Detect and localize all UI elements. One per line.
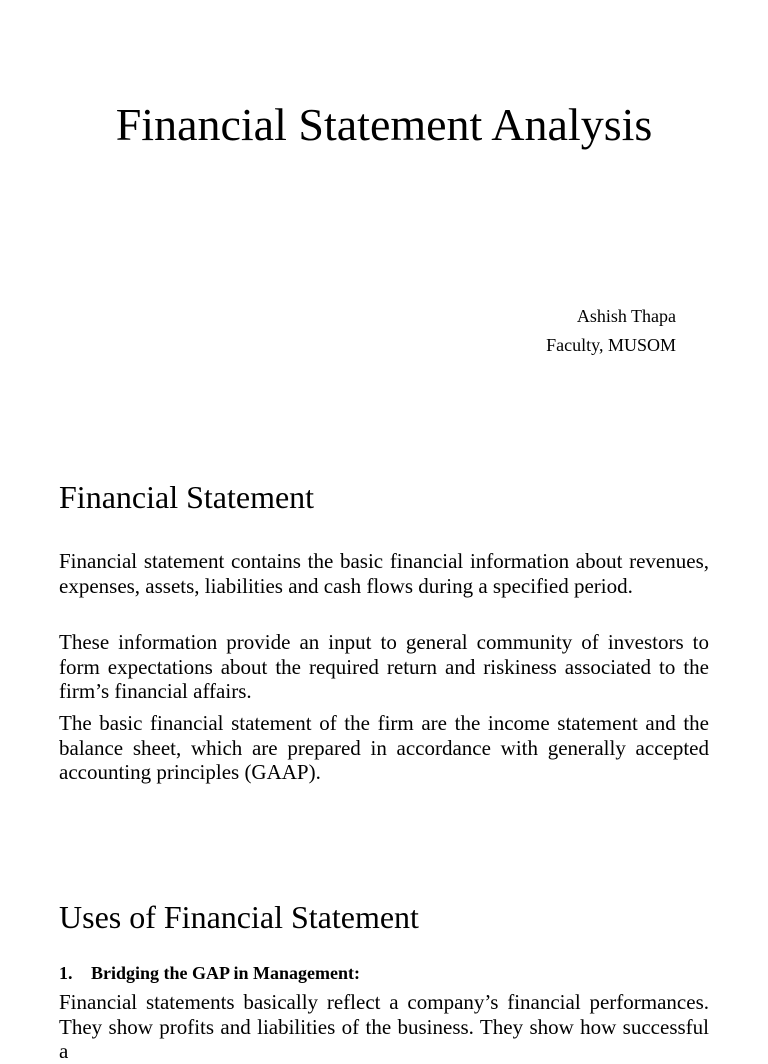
section-heading-uses: Uses of Financial Statement — [59, 899, 419, 935]
paragraph: The basic financial statement of the firm are the income statement and the balance sheet, which are prepared in accordance with generally accepted accounting principles (GAAP). — [59, 711, 709, 784]
paragraph: Financial statement contains the basic financial information about revenues, expenses, assets, liabilities and cash flows during a specified period. — [59, 549, 709, 598]
author-block — [546, 302, 676, 360]
author-name: Ashish Thapa — [576, 306, 676, 326]
list-item-number: 1. — [59, 963, 73, 983]
section-heading-financial-statement: Financial Statement — [59, 479, 315, 515]
list-item-label: Bridging the GAP in Management: — [91, 963, 360, 983]
paragraph: These information provide an input to general community of investors to form expectations about the required return and riskiness associated to the firm’s financial affairs. — [59, 630, 709, 703]
list-item-heading — [59, 961, 360, 985]
page-title: Financial Statement Analysis — [115, 99, 653, 150]
author-affiliation: Faculty, MUSOM — [546, 335, 676, 355]
list-item-paragraph: Financial statements basically reflect a company’s financial performances. They show profits and liabilities of the business. They show how successful a — [59, 990, 709, 1063]
